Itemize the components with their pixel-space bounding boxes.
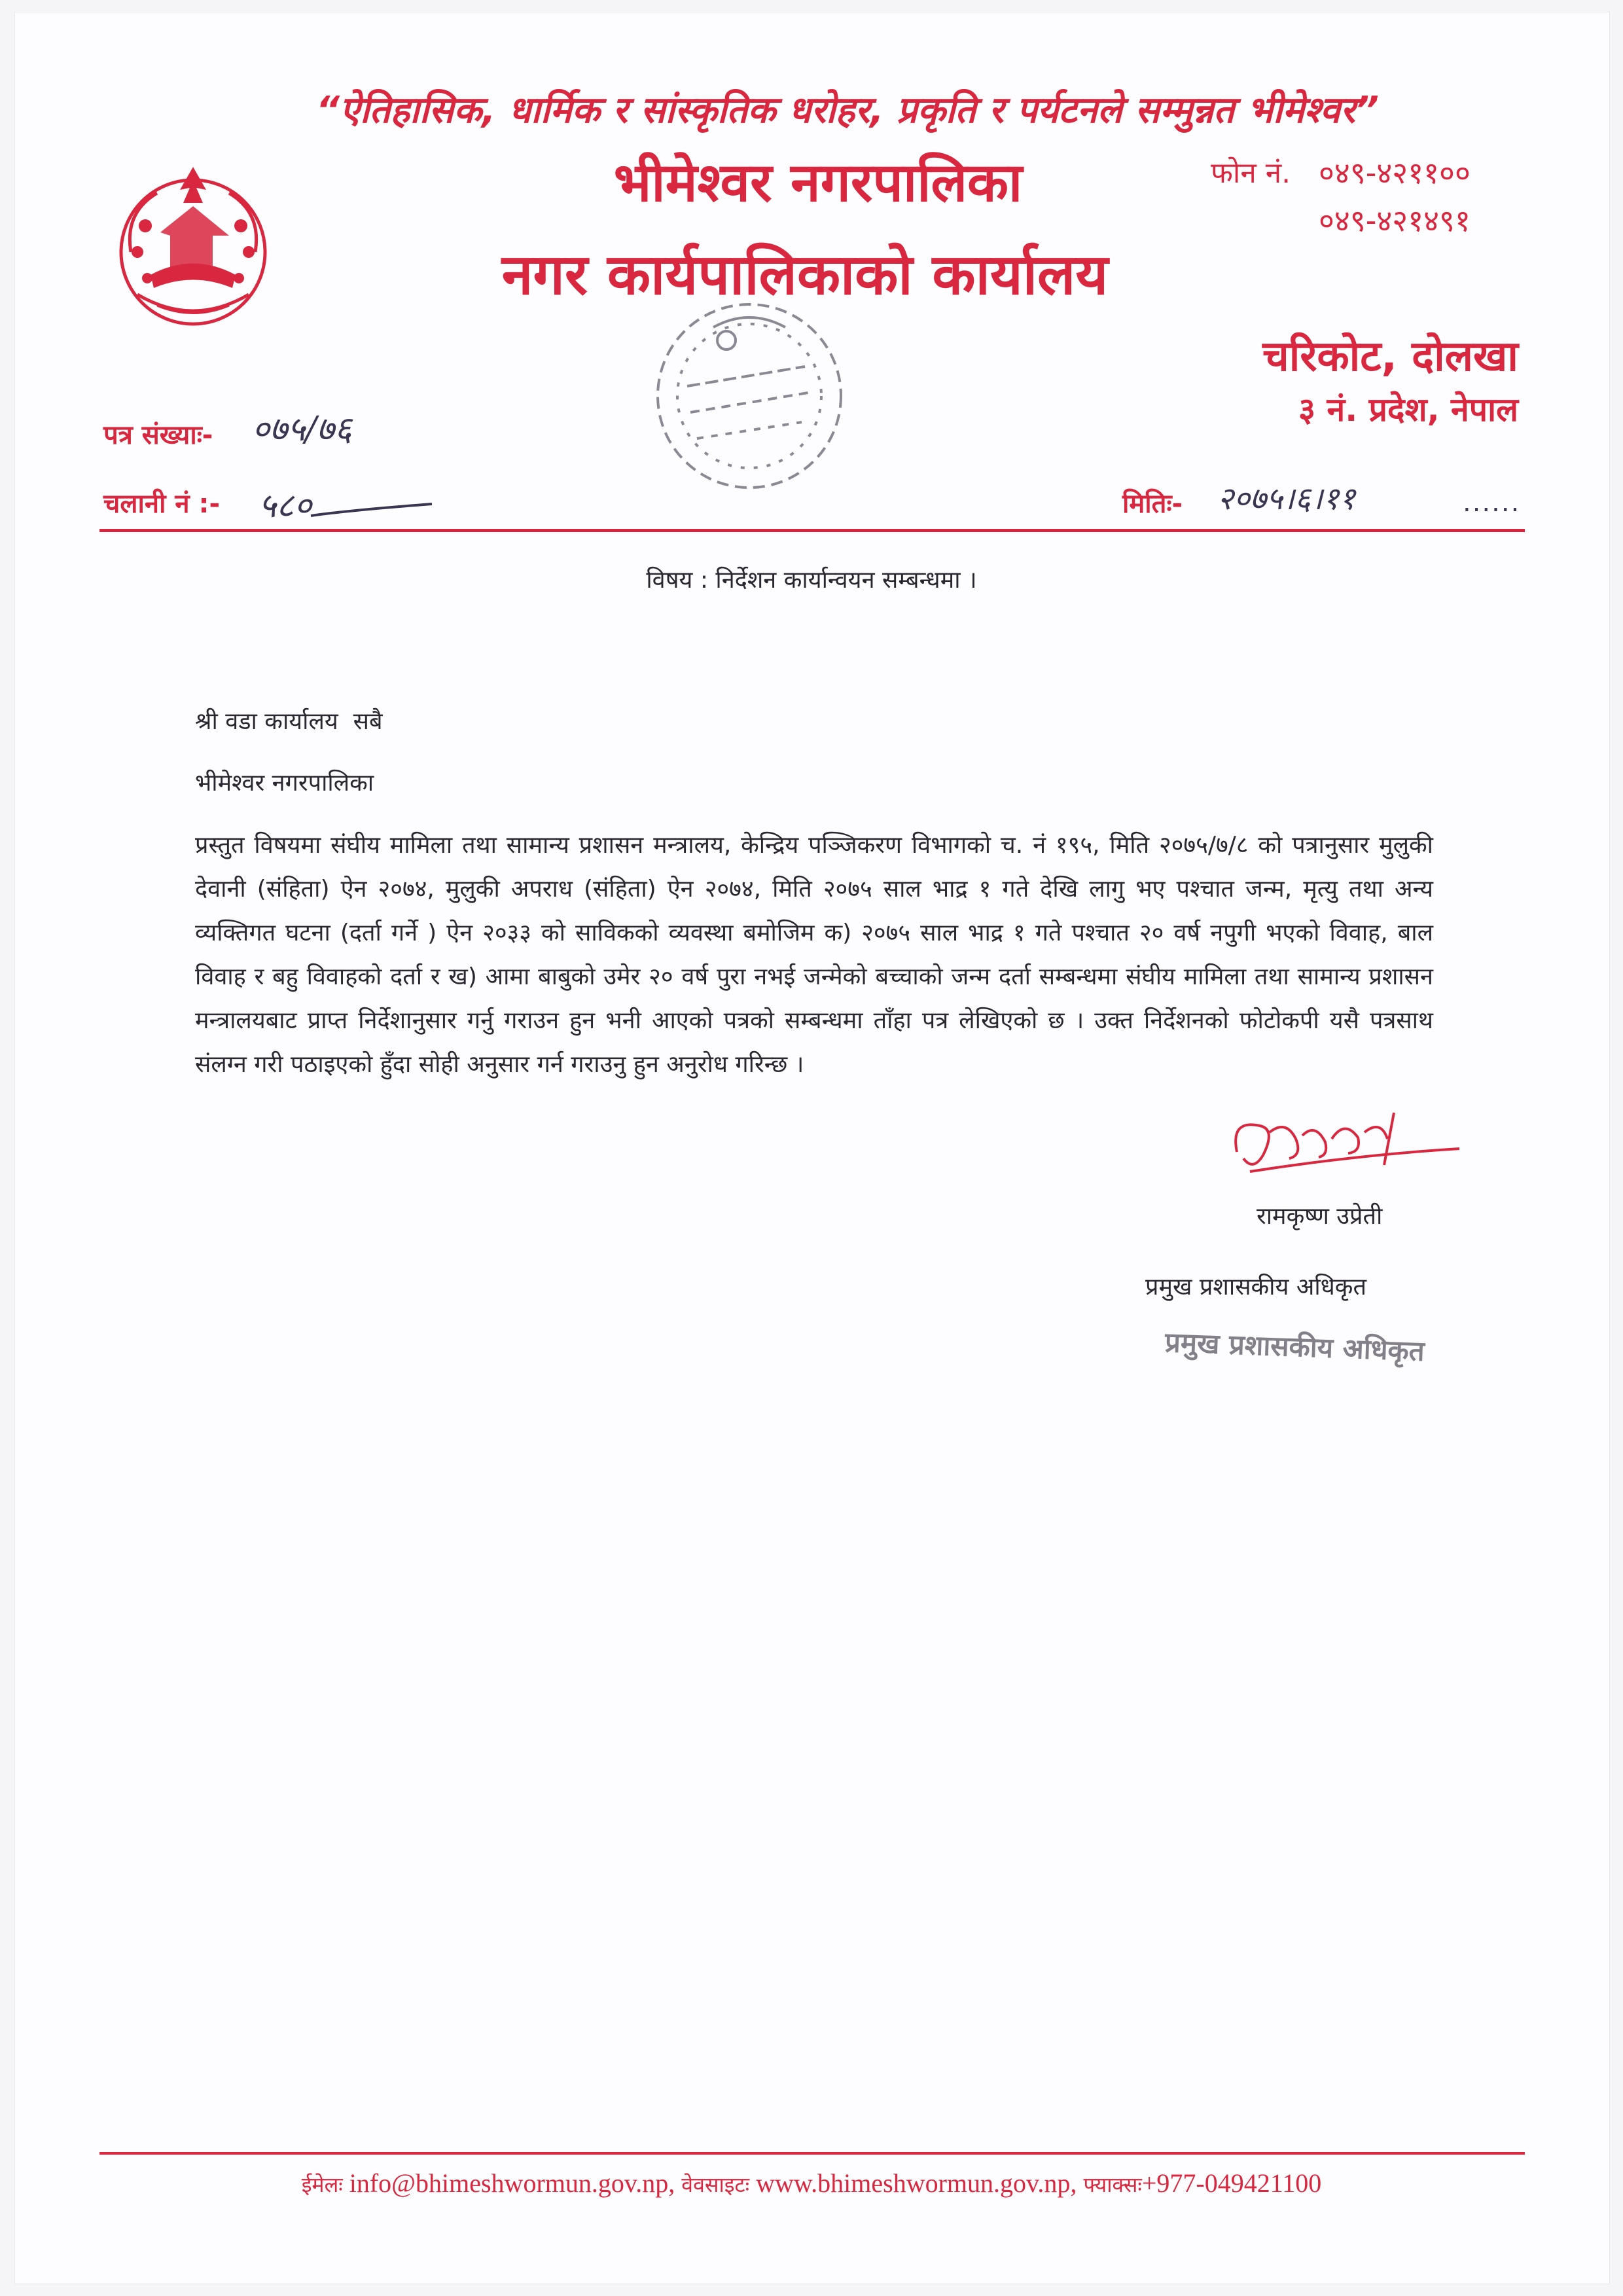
- phone-number-2: ०४९-४२१४९१: [1319, 203, 1471, 238]
- phone-label: फोन नं.: [1211, 156, 1291, 190]
- signatory-name: रामकृष्ण उप्रेती: [1257, 1203, 1383, 1230]
- address-line-1: चरिकोट, दोलखा: [1262, 332, 1518, 381]
- office-stamp: [641, 288, 857, 504]
- dispatch-underline: [308, 497, 438, 524]
- header-motto: “ऐतिहासिक, धार्मिक र सांस्कृतिक धरोहर, प्रकृति र पर्यटनले सम्मुन्नत भीमेश्वर”: [316, 89, 1379, 132]
- signatory-title: प्रमुख प्रशासकीय अधिकृत: [1145, 1274, 1366, 1300]
- date-dots: ......: [1463, 488, 1521, 518]
- dispatch-number-value: ५८०: [259, 486, 312, 526]
- address-line-2: ३ नं. प्रदेश, नेपाल: [1298, 391, 1518, 429]
- phone-number-1: ०४९-४२११००: [1319, 155, 1471, 190]
- office-name: नगर कार्यपालिकाको कार्यालय: [501, 242, 1109, 308]
- signature: [1224, 1093, 1472, 1198]
- designation-stamp: प्रमुख प्रशासकीय अधिकृत: [1164, 1326, 1425, 1367]
- fax-label: फ्याक्सः: [1083, 2172, 1142, 2197]
- letter-number-label: पत्र संख्याः-: [103, 420, 213, 450]
- fax-number: +977-049421100: [1141, 2168, 1322, 2198]
- recipient-line-2: भीमेश्वर नगरपालिका: [195, 770, 374, 797]
- website-label: वेवसाइटः: [681, 2172, 750, 2197]
- dispatch-number-label: चलानी नं :-: [103, 489, 221, 519]
- recipient-line-1: श्री वडा कार्यालय सबै: [195, 708, 383, 735]
- municipality-name: भीमेश्वर नगरपालिका: [613, 152, 1023, 214]
- letter-number-value: ०७५/७६: [252, 410, 352, 449]
- letter-subject: विषय : निर्देशन कार्यान्वयन सम्बन्धमा ।: [646, 567, 977, 594]
- date-value: २०७५।६।११: [1217, 480, 1356, 517]
- email-label: ईमेलः: [301, 2172, 343, 2197]
- header-divider: [99, 529, 1525, 532]
- footer-contact: [0, 2168, 1623, 2198]
- date-label: मितिः-: [1122, 489, 1183, 519]
- nepal-emblem-icon: [98, 154, 288, 344]
- website-link[interactable]: www.bhimeshwormun.gov.np,: [756, 2168, 1077, 2198]
- email-link[interactable]: info@bhimeshwormun.gov.np,: [349, 2168, 675, 2198]
- footer-divider: [99, 2152, 1525, 2155]
- letter-body: प्रस्तुत विषयमा संघीय मामिला तथा सामान्य प्रशासन मन्त्रालय, केन्द्रिय पञ्जिकरण विभागको च. नं १९५, मिति २०७५/७/८ को पत्रानुसार मुलुकी देवानी (संहिता) ऐन २०७४, मुलुकी अपराध (संहिता) ऐन २०७४, मिति २०७५ साल भाद्र १ गते देखि लागु भए पश्चात जन्म, मृत्यु तथा अन्य व्यक्तिगत घटना (दर्ता गर्ने ) ऐन २०३३ को साविकको व्यवस्था बमोजिम क) २०७५ साल भाद्र १ गते पश्चात २० वर्ष नपुगी भएको विवाह, बाल विवाह र बहु विवाहको दर्ता र ख) आमा बाबुको उमेर २० वर्ष पुरा नभई जन्मेको बच्चाको जन्म दर्ता सम्बन्धमा संघीय मामिला तथा सामान्य प्रशासन मन्त्रालयबाट प्राप्त निर्देशानुसार गर्नु गराउन हुन भनी आएको पत्रको सम्बन्धमा ताँहा पत्र लेखिएको छ । उक्त निर्देशनको फोटोकपी यसै पत्रसाथ संलग्न गरी पठाइएको हुँदा सोही अनुसार गर्न गराउनु हुन अनुरोध गरिन्छ ।: [195, 832, 1433, 1078]
